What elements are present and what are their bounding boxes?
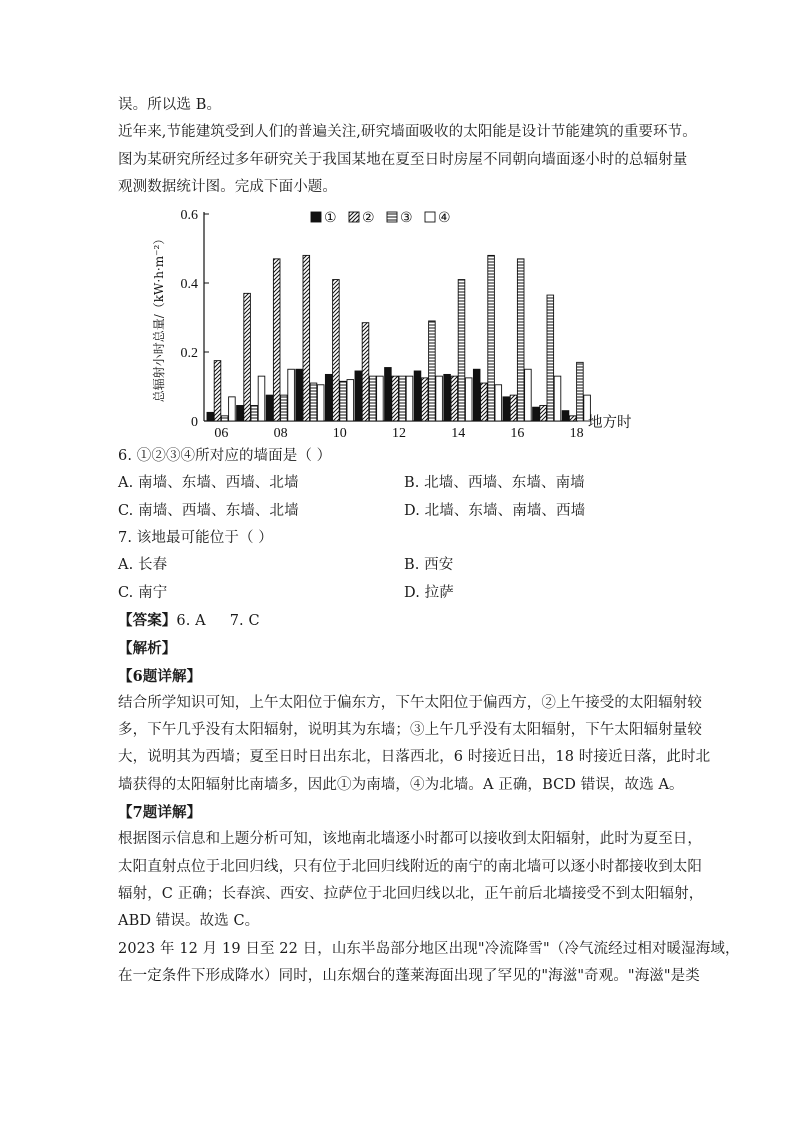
legend-swatch-4	[425, 212, 435, 222]
bar-series-4-06	[229, 397, 236, 421]
y-tick-label: 0.6	[180, 208, 198, 224]
x-tick-label: 16	[510, 426, 525, 441]
legend-label-1: ①	[324, 210, 337, 227]
bar-series-1-12	[385, 368, 392, 421]
bar-series-4-16	[525, 369, 532, 421]
x-tick-label: 08	[273, 426, 288, 441]
bar-series-4-12	[406, 376, 413, 421]
bar-series-3-15	[488, 256, 495, 422]
bar-series-1-16	[503, 397, 510, 421]
answer-6: 6. A	[176, 612, 206, 629]
bar-series-3-17	[547, 295, 554, 421]
x-tick-label: 14	[451, 426, 466, 441]
bar-series-3-10	[340, 382, 347, 422]
bar-series-2-17	[540, 406, 547, 422]
bar-series-3-13	[429, 321, 436, 421]
bar-series-3-07	[251, 406, 258, 422]
x-axis-label: 地方时	[588, 415, 632, 432]
bar-series-4-13	[436, 376, 443, 421]
detail-7-line-4: ABD 错误。故选 C。	[118, 913, 260, 930]
bar-series-1-07	[237, 406, 244, 422]
legend-label-3: ③	[400, 210, 413, 227]
bar-series-2-15	[481, 383, 488, 421]
bar-series-4-11	[377, 376, 384, 421]
q7-options-row-1	[118, 552, 690, 579]
y-tick-label: 0.4	[180, 277, 198, 293]
detail-7-title: 【7题详解】	[118, 804, 202, 822]
bar-series-2-14	[451, 376, 458, 421]
y-axis-label: 总辐射小时总量/（kW·h·m⁻²）	[152, 232, 166, 403]
bar-series-4-07	[258, 376, 265, 421]
bar-series-1-06	[207, 413, 214, 422]
chart-svg	[118, 204, 690, 440]
answer-label: 【答案】	[118, 611, 177, 629]
detail-6-line-3: 大，说明其为西墙；夏至日时日出东北，日落西北，6 时接近日出，18 时接近日落，此时北	[118, 749, 711, 766]
next-passage-line-1: 2023 年 12 月 19 日至 22 日，山东半岛部分地区出现"冷流降雪"（冷气流经过相对暖湿海域，	[118, 940, 740, 957]
detail-6-title: 【6题详解】	[118, 667, 202, 685]
q6-options-row-1	[118, 470, 690, 497]
detail-6-line-4: 墙获得的太阳辐射比南墙多，因此①为南墙，④为北墙。A 正确，BCD 错误，故选 A。	[118, 776, 684, 793]
bar-series-2-18	[569, 416, 576, 421]
bar-series-4-14	[465, 378, 472, 421]
bar-series-2-11	[362, 323, 369, 421]
legend-swatch-1	[311, 212, 321, 222]
bar-series-3-12	[399, 376, 406, 421]
q7-option-d[interactable]: D. 拉萨	[404, 584, 454, 601]
bar-series-1-17	[533, 407, 540, 421]
legend-swatch-2	[349, 212, 359, 222]
bar-series-2-09	[303, 256, 310, 422]
bar-series-2-10	[333, 280, 340, 421]
detail-7-line-3: 辐射，C 正确；长春滨、西安、拉萨位于北回归线以北，正午前后北墙接受不到太阳辐射，	[118, 885, 704, 902]
detail-6-line-2: 多，下午几乎没有太阳辐射，说明其为东墙；③上午几乎没有太阳辐射，下午太阳辐射量较	[118, 722, 702, 739]
legend-label-4: ④	[438, 210, 451, 227]
bar-series-4-08	[288, 369, 295, 421]
q6-option-b[interactable]: B. 北墙、西墙、东墙、南墙	[404, 475, 585, 492]
bar-series-4-17	[554, 376, 561, 421]
analysis-label: 【解析】	[118, 640, 177, 658]
bar-series-3-18	[577, 363, 584, 422]
x-tick-label: 18	[569, 426, 584, 441]
bar-series-2-16	[510, 395, 517, 421]
q7-option-a[interactable]: A. 长春	[118, 557, 168, 574]
intro-line-1: 近年来,节能建筑受到人们的普遍关注,研究墙面吸收的太阳能是设计节能建筑的重要环节。	[118, 124, 697, 141]
legend-swatch-3	[387, 212, 397, 222]
bar-series-1-18	[562, 411, 569, 421]
q6-option-a[interactable]: A. 南墙、东墙、西墙、北墙	[118, 475, 299, 492]
bar-series-2-07	[244, 294, 251, 422]
radiation-chart	[118, 204, 690, 440]
bar-series-3-09	[310, 383, 317, 421]
q7-option-c[interactable]: C. 南宁	[118, 584, 168, 601]
bar-series-3-08	[281, 395, 288, 421]
bar-series-3-14	[458, 280, 465, 421]
bar-series-1-09	[296, 369, 303, 421]
bar-series-1-13	[414, 371, 421, 421]
answer-7: 7. C	[229, 612, 260, 629]
bar-series-3-06	[221, 416, 228, 421]
intro-line-3: 观测数据统计图。完成下面小题。	[118, 178, 337, 195]
x-tick-label: 06	[214, 426, 229, 441]
q6-option-d[interactable]: D. 北墙、东墙、南墙、西墙	[404, 502, 586, 519]
detail-7-line-1: 根据图示信息和上题分析可知，该地南北墙逐小时都可以接收到太阳辐射，此时为夏至日，	[118, 831, 702, 848]
intro-line-0: 误。所以选 B。	[118, 97, 222, 113]
x-tick-label: 12	[392, 426, 406, 441]
q6-stem: 6. ①②③④所对应的墙面是（ ）	[118, 448, 332, 465]
bar-series-1-08	[266, 395, 273, 421]
bar-series-1-15	[473, 369, 480, 421]
x-tick-label: 10	[332, 426, 347, 441]
bar-series-3-11	[369, 376, 376, 421]
bar-series-4-09	[317, 385, 324, 421]
bar-series-2-06	[214, 361, 221, 421]
bar-series-1-14	[444, 375, 451, 422]
bar-series-3-16	[517, 259, 524, 421]
detail-7-line-2: 太阳直射点位于北回归线，只有位于北回归线附近的南宁的南北墙可以逐小时都接收到太阳	[118, 858, 702, 875]
answer-line	[118, 607, 690, 635]
q7-stem: 7. 该地最可能位于（ ）	[118, 530, 273, 547]
legend-label-2: ②	[362, 210, 375, 227]
page-content	[118, 92, 740, 990]
bar-series-2-13	[421, 378, 428, 421]
bar-series-4-15	[495, 385, 502, 421]
y-tick-label: 0	[191, 415, 198, 431]
bar-series-2-12	[392, 376, 399, 421]
intro-line-2: 图为某研究所经过多年研究关于我国某地在夏至日时房屋不同朝向墙面逐小时的总辐射量	[118, 151, 688, 168]
bar-series-4-10	[347, 380, 354, 421]
q7-option-b[interactable]: B. 西安	[404, 557, 454, 574]
bar-series-1-11	[355, 371, 362, 421]
q6-options-row-2	[118, 498, 690, 525]
detail-6-line-1: 结合所学知识可知，上午太阳位于偏东方，下午太阳位于偏西方，②上午接受的太阳辐射较	[118, 694, 702, 711]
q6-option-c[interactable]: C. 南墙、西墙、东墙、北墙	[118, 502, 299, 519]
bar-series-1-10	[325, 375, 332, 422]
y-tick-label: 0.2	[180, 346, 198, 362]
bar-series-2-08	[273, 259, 280, 421]
next-passage-line-2: 在一定条件下形成降水）同时，山东烟台的蓬莱海面出现了罕见的"海滋"奇观。"海滋"是类	[118, 967, 700, 984]
q7-options-row-2	[118, 580, 690, 607]
